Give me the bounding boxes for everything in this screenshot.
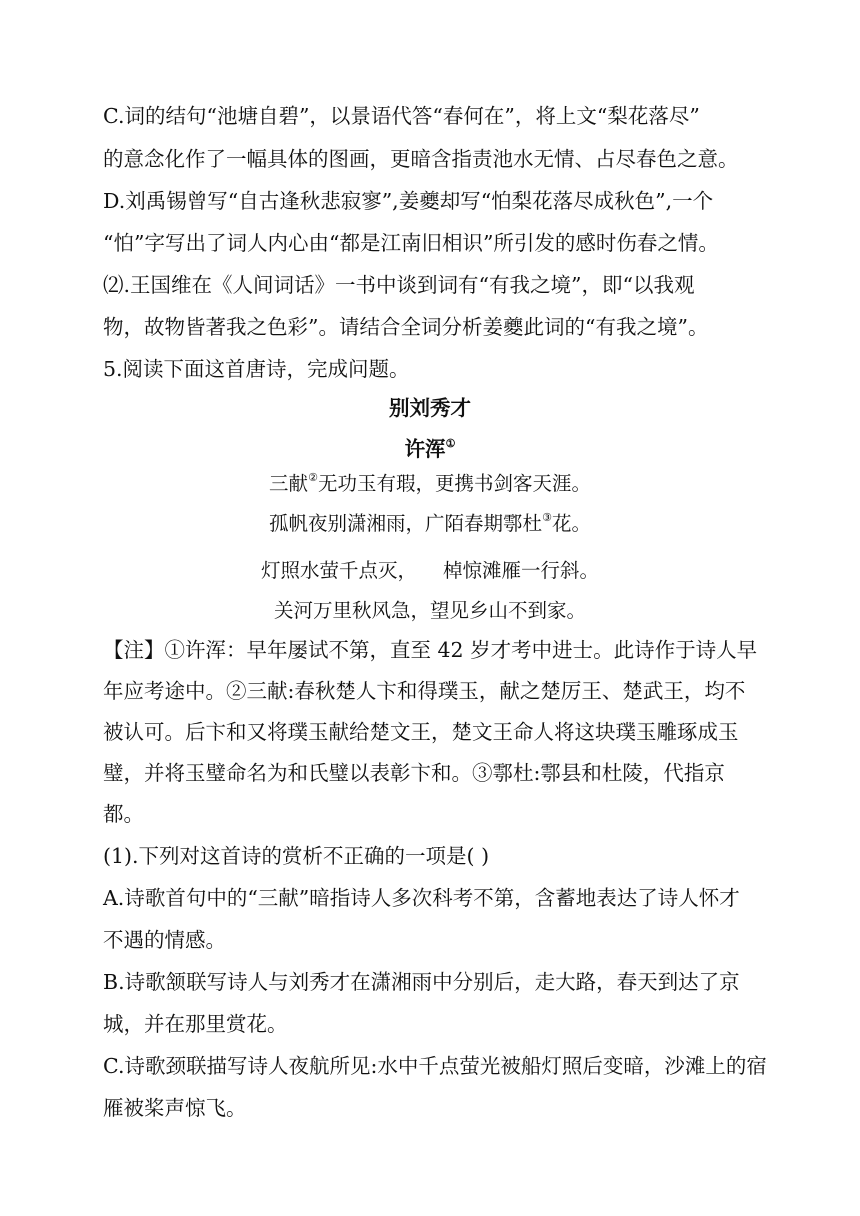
note-line-3: 被认可。后卞和又将璞玉献给楚文王，楚文王命人将这块璞玉雕琢成玉 [103, 720, 739, 744]
question-2-line-2: 物，故物皆著我之色彩”。请结合全词分析姜夔此词的“有我之境”。 [103, 315, 709, 339]
option-d-line-2: “怕”字写出了词人内心由“都是江南旧相识”所引发的感时伤春之情。 [103, 231, 719, 255]
option-a-line-1: A.诗歌首句中的“三献”暗指诗人多次科考不第，含蓄地表达了诗人怀才 [103, 886, 740, 910]
note-line-1: 【注】①许浑：早年屡试不第，直至 42 岁才考中进士。此诗作于诗人早 [103, 638, 758, 662]
note-line-2: 年应考途中。②三献:春秋楚人卞和得璞玉，献之楚厉王、楚武王，均不 [103, 679, 746, 703]
option-a-line-2: 不遇的情感。 [103, 928, 226, 952]
footnote-marker: ③ [542, 511, 552, 524]
option-c-line-2: 的意念化作了一幅具体的图画，更暗含指责池水无情、占尽春色之意。 [103, 147, 739, 171]
poem-line-4: 关河万里秋风急，望见乡山不到家。 [273, 599, 586, 622]
option-b-line-2: 城，并在那里赏花。 [103, 1012, 288, 1036]
option-c2-line-1: C.诗歌颈联描写诗人夜航所见:水中千点萤光被船灯照后变暗，沙滩上的宿 [103, 1054, 767, 1078]
section-5-heading: 5.阅读下面这首唐诗，完成问题。 [103, 357, 410, 381]
footnote-marker: ② [308, 471, 318, 484]
option-b-line-1: B.诗歌颔联写诗人与刘秀才在潇湘雨中分别后，走大路，春天到达了京 [103, 970, 740, 994]
poem-title: 别刘秀才 [389, 396, 471, 420]
option-c2-line-2: 雁被桨声惊飞。 [103, 1096, 247, 1120]
poem-line-3: 灯照水萤千点灭， 棹惊滩雁一行斜。 [260, 559, 600, 582]
poem-author: 许浑① [404, 437, 456, 461]
note-line-4: 璧，并将玉璧命名为和氏璧以表彰卞和。③鄠杜:鄠县和杜陵，代指京 [103, 761, 725, 785]
option-c-line-1: C.词的结句“池塘自碧”，以景语代答“春何在”，将上文“梨花落尽” [103, 104, 700, 128]
question-2-line-1: ⑵.王国维在《人间词话》一书中谈到词有“有我之境”，即“以我观 [103, 273, 695, 297]
footnote-marker: ① [445, 437, 456, 450]
poem-line-2: 孤帆夜别潇湘雨，广陌春期鄠杜③花。 [269, 511, 591, 535]
note-line-5: 都。 [103, 802, 144, 826]
question-1-stem: (1).下列对这首诗的赏析不正确的一项是( ) [103, 844, 490, 868]
poem-line-1: 三献②无功玉有瑕，更携书剑客天涯。 [269, 471, 591, 495]
option-d-line-1: D.刘禹锡曾写“自古逢秋悲寂寥”,姜夔却写“怕梨花落尽成秋色”,一个 [103, 189, 714, 213]
